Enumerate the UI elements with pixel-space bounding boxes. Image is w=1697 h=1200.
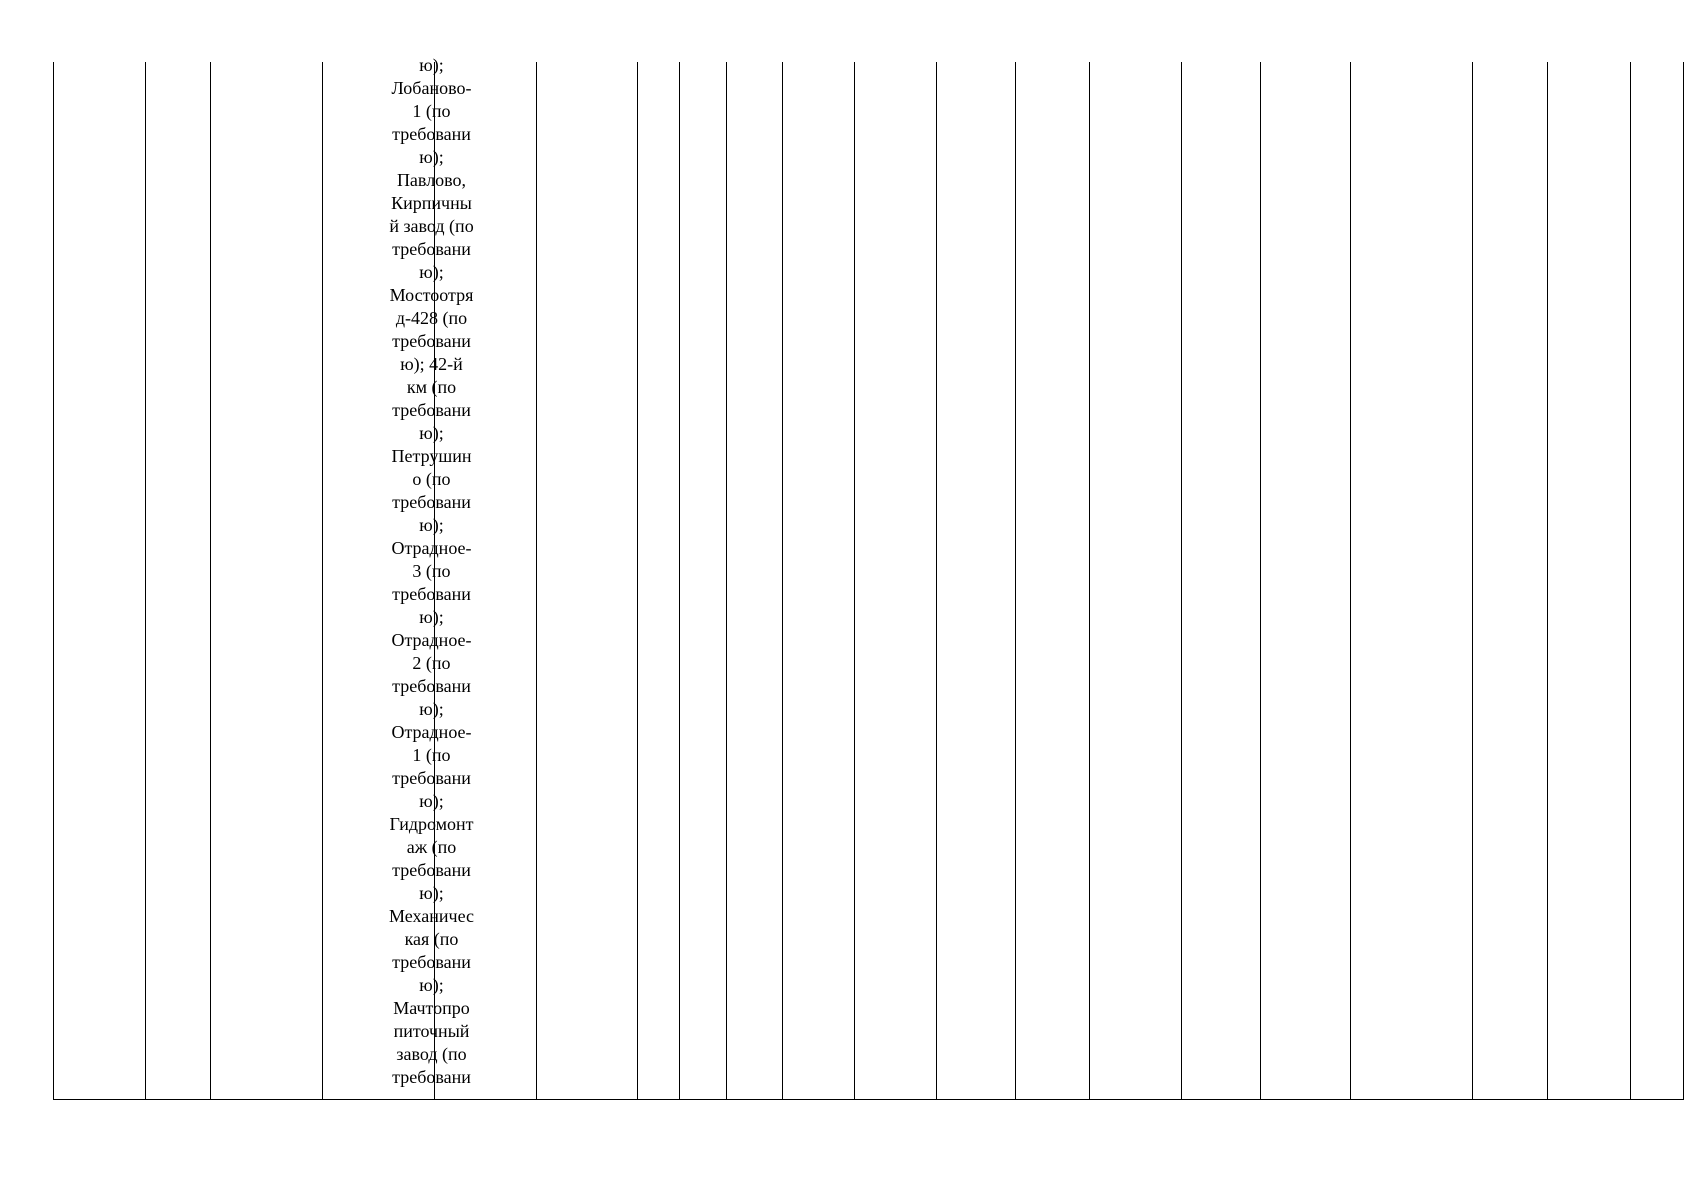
cell-text-line: требовани — [392, 400, 471, 420]
column-divider — [1260, 62, 1261, 1099]
column-divider — [1547, 62, 1548, 1099]
column-divider — [782, 62, 783, 1099]
column-divider — [1472, 62, 1473, 1099]
column-divider — [1630, 62, 1631, 1099]
column-divider — [1089, 62, 1090, 1099]
column-divider — [854, 62, 855, 1099]
cell-text-line: Кирпичны — [391, 193, 472, 213]
column-divider — [536, 62, 537, 1099]
column-divider — [1181, 62, 1182, 1099]
cell-text-line: ю); — [419, 883, 444, 903]
column-divider — [1015, 62, 1016, 1099]
table-fragment — [53, 55, 1684, 1100]
cell-text-line: требовани — [392, 331, 471, 351]
column-divider — [1350, 62, 1351, 1099]
cell-text-line: аж (по — [406, 837, 457, 857]
cell-text-line: Петрушин — [391, 446, 472, 466]
column-divider — [726, 62, 727, 1099]
cell-text-line: требовани — [392, 1067, 471, 1087]
cell-text-line: ю); — [419, 147, 444, 167]
cell-text-line: ю); — [419, 262, 444, 282]
cell-text-line: 2 (по — [412, 653, 451, 673]
cell-text-line: требовани — [392, 239, 471, 259]
route-stops-cell — [375, 54, 488, 1089]
cell-text-line: Мачтопро — [393, 998, 470, 1018]
column-divider — [145, 62, 146, 1099]
column-divider — [936, 62, 937, 1099]
cell-text-line: питочный — [393, 1021, 470, 1041]
cell-text-line: ю); — [419, 791, 444, 811]
cell-text-line: ю); — [419, 515, 444, 535]
cell-text-line: завод (по — [396, 1044, 467, 1064]
column-divider — [1683, 62, 1684, 1099]
cell-text-line: ю); — [419, 423, 444, 443]
column-divider — [53, 62, 54, 1099]
cell-text-line: требовани — [392, 676, 471, 696]
cell-text-line: 1 (по — [412, 101, 451, 121]
column-divider — [210, 62, 211, 1099]
cell-text-line: ю); 42-й — [400, 354, 463, 374]
column-divider — [322, 62, 323, 1099]
cell-text-line: 3 (по — [412, 561, 451, 581]
cell-text-line: Гидромонт — [389, 814, 474, 834]
cell-text-line: Механичес — [388, 906, 475, 926]
cell-text-line: 1 (по — [412, 745, 451, 765]
column-divider — [637, 62, 638, 1099]
cell-text-line: требовани — [392, 860, 471, 880]
cell-text-line: требовани — [392, 124, 471, 144]
cell-text-line: Павлово, — [396, 170, 467, 190]
cell-text-line: требовани — [392, 492, 471, 512]
cell-text-line: о (по — [412, 469, 451, 489]
cell-text-line: ю); — [419, 607, 444, 627]
cell-text-line: требовани — [392, 768, 471, 788]
cell-text-line: Мостоотря — [389, 285, 474, 305]
cell-text-line: требовани — [392, 952, 471, 972]
cell-text-line: Отрадное- — [391, 538, 472, 558]
cell-text-line: д-428 (по — [395, 308, 468, 328]
cell-text-line: км (по — [406, 377, 457, 397]
cell-text-line: й завод (по — [389, 216, 474, 236]
cell-text-line: кая (по — [404, 929, 459, 949]
cell-text-line: ю); — [419, 975, 444, 995]
cell-text-line: Отрадное- — [391, 722, 472, 742]
cell-text-line: Отрадное- — [391, 630, 472, 650]
cell-text-line: требовани — [392, 584, 471, 604]
cell-text-line: ю); — [419, 699, 444, 719]
column-divider — [679, 62, 680, 1099]
cell-text-line: ю); — [419, 55, 444, 75]
cell-text-line: Лобаново- — [391, 78, 472, 98]
